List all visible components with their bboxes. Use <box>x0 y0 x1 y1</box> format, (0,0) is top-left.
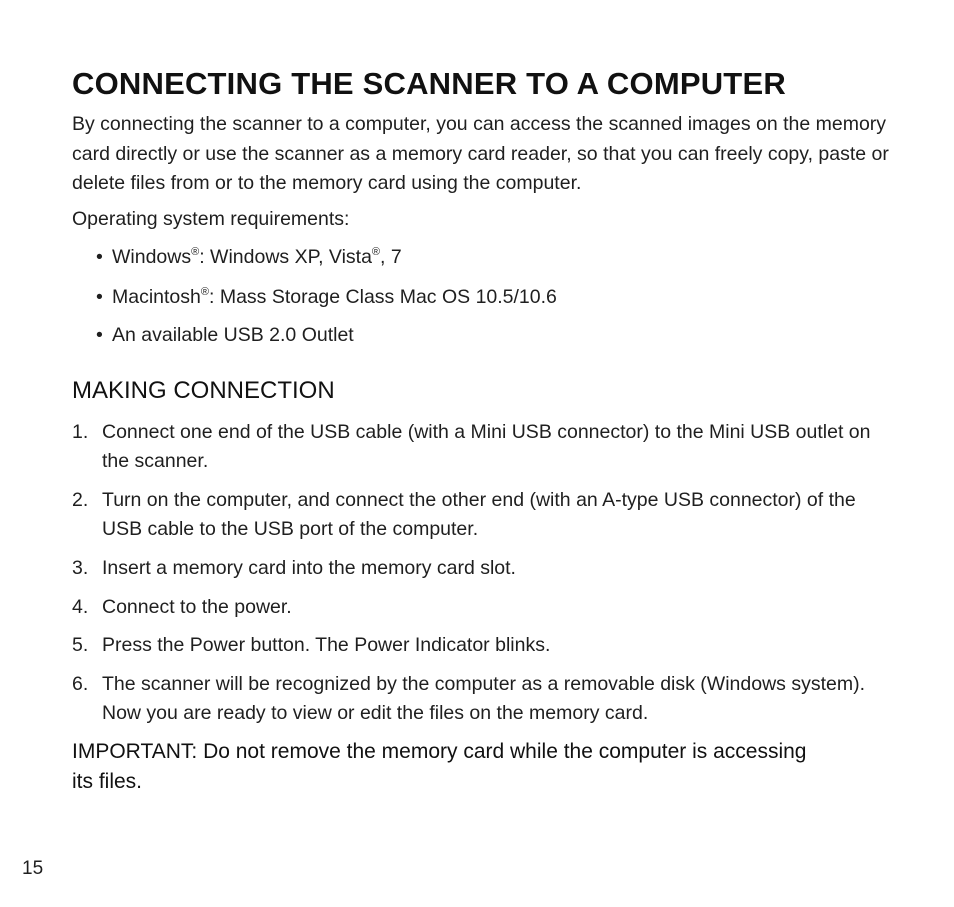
step-item <box>72 418 872 476</box>
step-text: Connect one end of the USB cable (with a Mini USB connector) to the Mini USB outlet on the scanner. <box>102 421 871 472</box>
requirement-macintosh <box>96 283 557 312</box>
step-number: 4. <box>72 596 89 618</box>
step-item <box>72 593 872 622</box>
section-heading: MAKING CONNECTION <box>72 377 335 404</box>
bullet-icon: • <box>96 286 103 308</box>
step-text: Press the Power button. The Power Indicator blinks. <box>102 634 551 656</box>
registered-mark: ® <box>371 246 381 258</box>
step-text: Turn on the computer, and connect the other end (with an A-type USB connector) of the USB cable to the USB port of the computer. <box>102 489 856 540</box>
step-number: 3. <box>72 557 89 579</box>
step-number: 6. <box>72 673 89 695</box>
step-text: Connect to the power. <box>102 596 292 618</box>
bullet-icon: • <box>96 324 103 346</box>
step-item <box>72 631 872 660</box>
os-name: Windows <box>112 246 192 268</box>
step-item <box>72 486 872 544</box>
os-versions: : Mass Storage Class Mac OS 10.5/10.6 <box>208 286 557 308</box>
intro-paragraph: By connecting the scanner to a computer, you can access the scanned images on the memory card directly or use the scanner as a memory card reader, so that you can freely copy, paste or delete files from or to the memory card using the computer. <box>72 113 889 194</box>
step-text: The scanner will be recognized by the computer as a removable disk (Windows system). Now you are ready to view or edit the files on the memory card. <box>102 673 865 724</box>
requirement-usb <box>96 321 354 350</box>
page-title: CONNECTING THE SCANNER TO A COMPUTER <box>72 66 786 101</box>
page-number: 15 <box>22 858 44 879</box>
bullet-icon: • <box>96 246 103 268</box>
os-versions: : Windows XP, Vista <box>199 246 372 268</box>
important-note: IMPORTANT: Do not remove the memory card while the computer is accessing its files. <box>72 740 807 793</box>
step-number: 5. <box>72 634 89 656</box>
step-item <box>72 670 872 728</box>
registered-mark: ® <box>191 246 200 258</box>
requirements-heading: Operating system requirements: <box>72 208 350 230</box>
step-item <box>72 554 872 583</box>
registered-mark: ® <box>200 286 209 298</box>
step-text: Insert a memory card into the memory card slot. <box>102 557 516 579</box>
os-name: Macintosh <box>112 286 201 308</box>
step-number: 1. <box>72 421 89 443</box>
requirement-text: An available USB 2.0 Outlet <box>112 324 354 346</box>
requirement-windows <box>96 243 402 272</box>
os-versions-tail: , 7 <box>380 246 402 268</box>
step-number: 2. <box>72 489 89 511</box>
